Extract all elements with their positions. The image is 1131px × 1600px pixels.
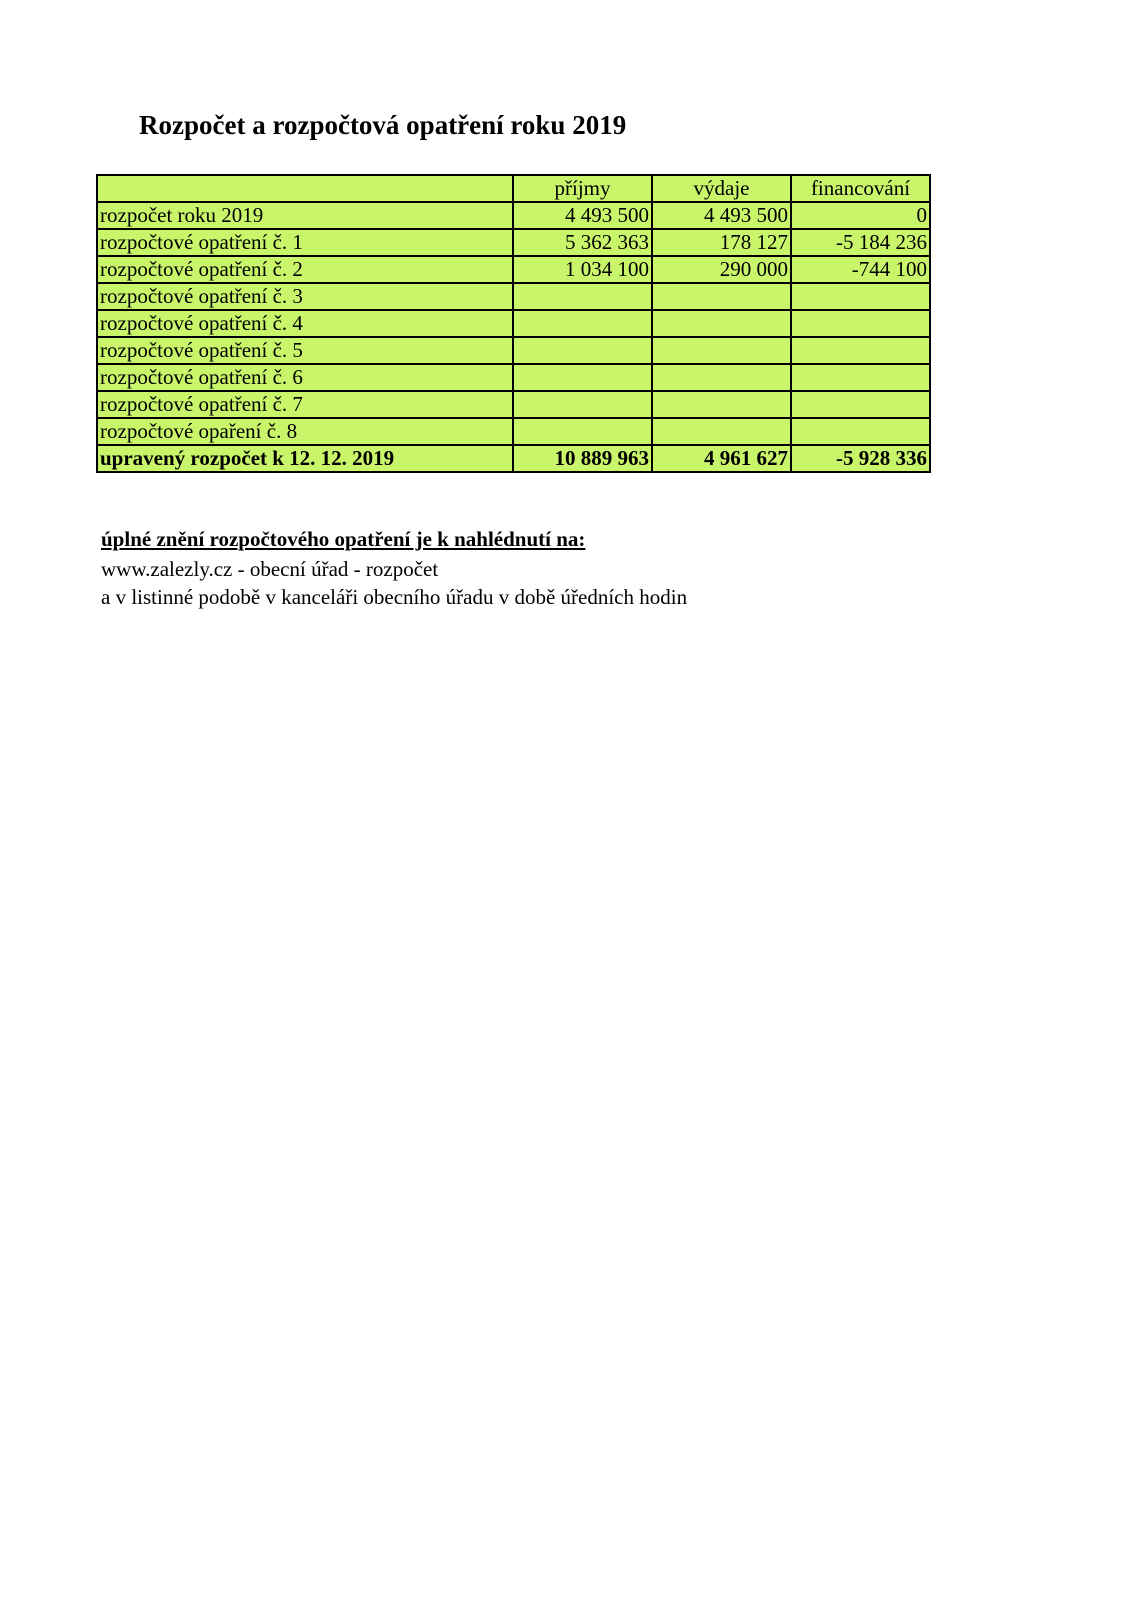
cell-prijmy: [513, 337, 652, 364]
header-cell-vydaje: výdaje: [652, 175, 791, 202]
cell-vydaje: 4 493 500: [652, 202, 791, 229]
table-header-row: [97, 175, 930, 202]
row-label: rozpočtové opatření č. 1: [97, 229, 513, 256]
table-row: [97, 364, 930, 391]
cell-financovani: [791, 310, 930, 337]
cell-prijmy: [513, 310, 652, 337]
cell-vydaje: [652, 337, 791, 364]
cell-prijmy: 4 493 500: [513, 202, 652, 229]
table-total-row: [97, 445, 930, 472]
cell-vydaje: 178 127: [652, 229, 791, 256]
total-financovani: -5 928 336: [791, 445, 930, 472]
cell-prijmy: [513, 391, 652, 418]
table-row: [97, 202, 930, 229]
cell-financovani: [791, 364, 930, 391]
table-row: [97, 283, 930, 310]
cell-vydaje: [652, 283, 791, 310]
row-label: rozpočet roku 2019: [97, 202, 513, 229]
table-row: [97, 337, 930, 364]
row-label: rozpočtové opatření č. 4: [97, 310, 513, 337]
row-label: rozpočtové opatření č. 3: [97, 283, 513, 310]
header-cell-prijmy: příjmy: [513, 175, 652, 202]
cell-vydaje: [652, 391, 791, 418]
budget-table: [96, 174, 931, 473]
header-cell-financovani: financování: [791, 175, 930, 202]
cell-prijmy: 1 034 100: [513, 256, 652, 283]
header-cell-label: [97, 175, 513, 202]
cell-vydaje: [652, 310, 791, 337]
cell-prijmy: [513, 283, 652, 310]
cell-financovani: -744 100: [791, 256, 930, 283]
cell-financovani: [791, 418, 930, 445]
cell-financovani: [791, 283, 930, 310]
cell-financovani: [791, 337, 930, 364]
notes-heading: úplné znění rozpočtového opatření je k nahlédnutí na:: [101, 527, 586, 551]
cell-prijmy: [513, 418, 652, 445]
cell-prijmy: [513, 364, 652, 391]
table-row: [97, 391, 930, 418]
cell-financovani: -5 184 236: [791, 229, 930, 256]
total-label: upravený rozpočet k 12. 12. 2019: [97, 445, 513, 472]
cell-financovani: 0: [791, 202, 930, 229]
table-row: [97, 256, 930, 283]
cell-vydaje: 290 000: [652, 256, 791, 283]
document-title: Rozpočet a rozpočtová opatření roku 2019: [139, 110, 627, 140]
row-label: rozpočtové opatření č. 7: [97, 391, 513, 418]
row-label: rozpočtové opatření č. 5: [97, 337, 513, 364]
total-vydaje: 4 961 627: [652, 445, 791, 472]
cell-vydaje: [652, 418, 791, 445]
notes-office-line: a v listinné podobě v kanceláři obecního úřadu v době úředních hodin: [101, 585, 688, 609]
table-row: [97, 418, 930, 445]
row-label: rozpočtové opatření č. 2: [97, 256, 513, 283]
cell-prijmy: 5 362 363: [513, 229, 652, 256]
cell-financovani: [791, 391, 930, 418]
table-row: [97, 310, 930, 337]
row-label: rozpočtové opaření č. 8: [97, 418, 513, 445]
total-prijmy: 10 889 963: [513, 445, 652, 472]
notes-website-line: www.zalezly.cz - obecní úřad - rozpočet: [101, 557, 439, 581]
table-row: [97, 229, 930, 256]
row-label: rozpočtové opatření č. 6: [97, 364, 513, 391]
cell-vydaje: [652, 364, 791, 391]
